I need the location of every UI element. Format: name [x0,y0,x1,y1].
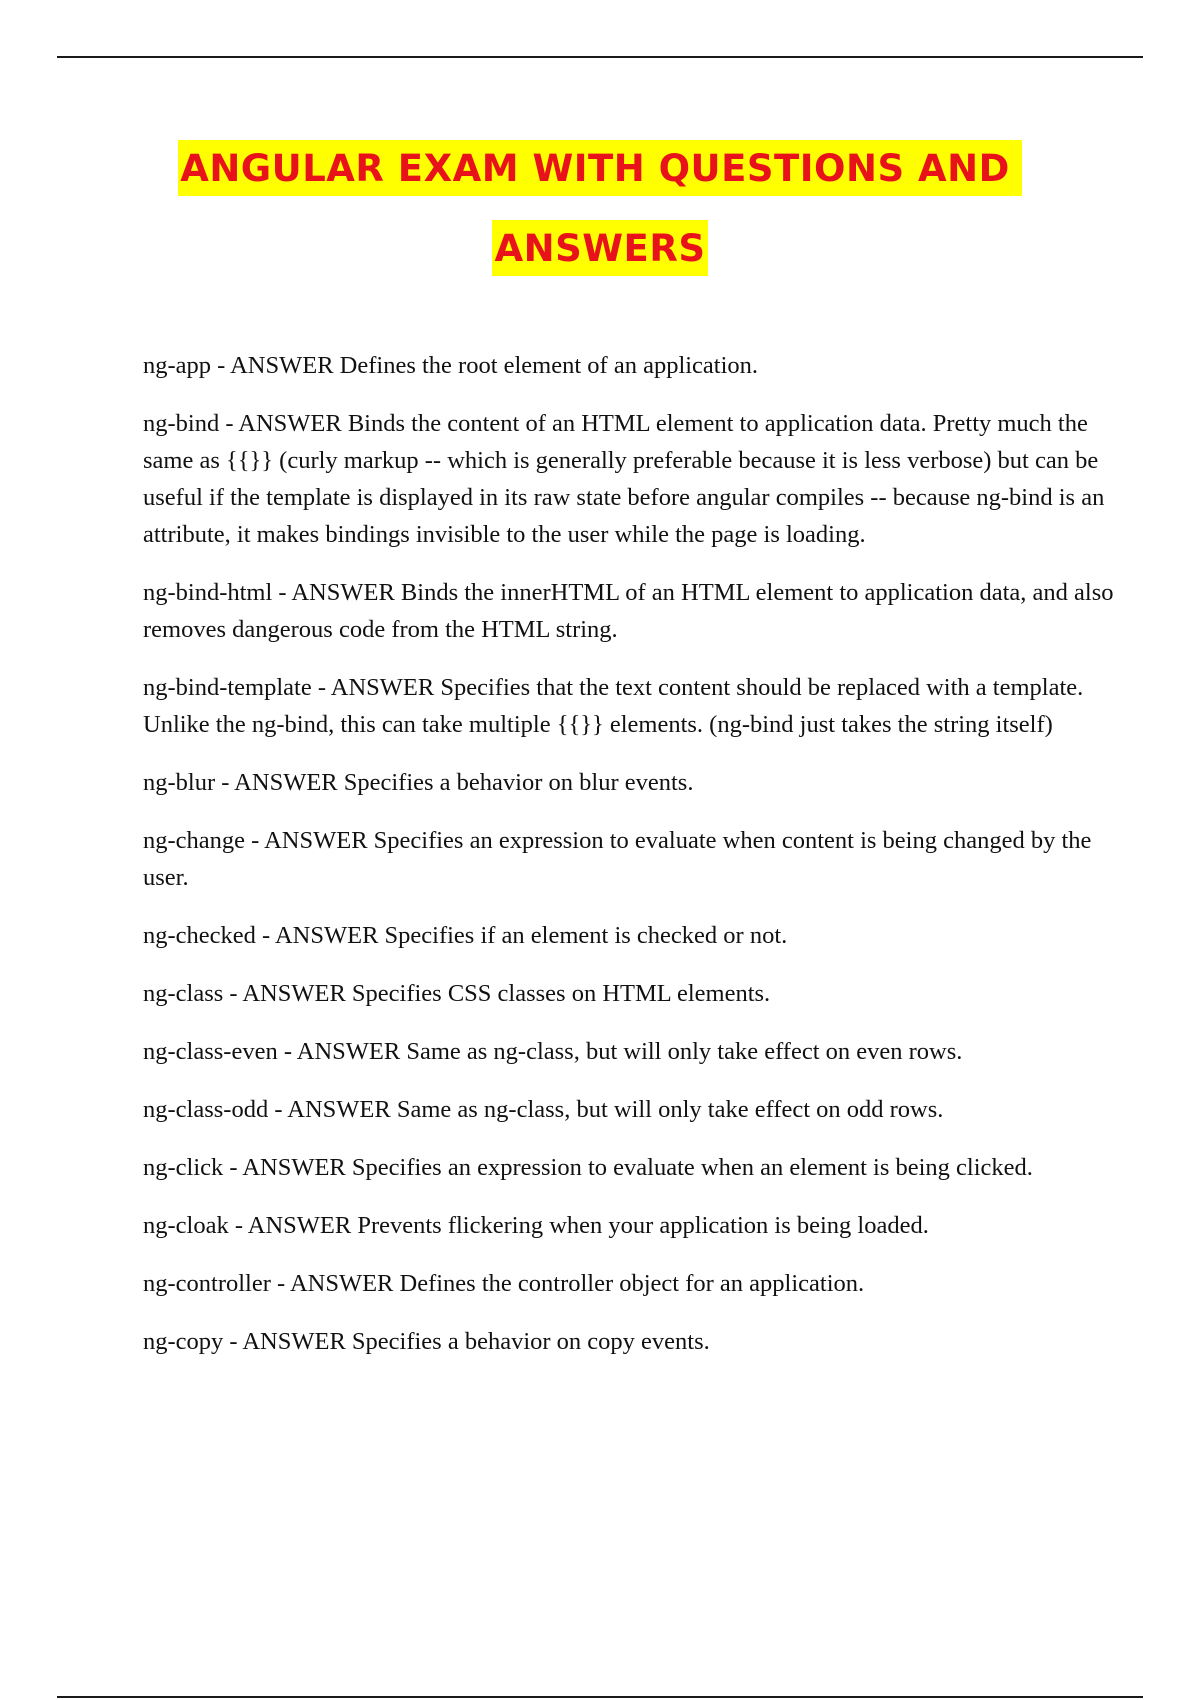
qa-entry-ng-cloak: ng-cloak - ANSWER Prevents flickering when your application is being loaded. [143,1212,929,1239]
qa-entry-ng-change: ng-change - ANSWER Specifies an expression to evaluate when content is being changed by the user. [143,827,1092,891]
qa-entry-ng-class: ng-class - ANSWER Specifies CSS classes on HTML elements. [143,980,771,1007]
qa-entry-ng-click: ng-click - ANSWER Specifies an expression to evaluate when an element is being clicked. [143,1154,1033,1181]
qa-entry-ng-class-odd: ng-class-odd - ANSWER Same as ng-class, but will only take effect on odd rows. [143,1096,944,1123]
qa-entry-ng-bind-html: ng-bind-html - ANSWER Binds the innerHTML of an HTML element to application data, and also removes dangerous code from the HTML string. [143,579,1114,643]
qa-entry-ng-bind: ng-bind - ANSWER Binds the content of an HTML element to application data. Pretty much the same as {{}} (curly markup -- which is generally preferable because it is less verbose) but can be useful if the template is displayed in its raw state before angular compiles -- because ng-bind is an attribute, it makes bindings invisible to the user while the page is loading. [143,410,1105,548]
title-line-2: ANSWERS [492,220,709,276]
qa-entry-ng-checked: ng-checked - ANSWER Specifies if an element is checked or not. [143,922,788,949]
qa-list [143,347,1143,1381]
qa-entry-ng-class-even: ng-class-even - ANSWER Same as ng-class, but will only take effect on even rows. [143,1038,963,1065]
document-title [0,140,1200,290]
qa-entry-ng-copy: ng-copy - ANSWER Specifies a behavior on copy events. [143,1328,710,1355]
footer-divider [57,1696,1143,1698]
title-line-1: ANGULAR EXAM WITH QUESTIONS AND [178,140,1022,196]
qa-entry-ng-blur: ng-blur - ANSWER Specifies a behavior on blur events. [143,769,694,796]
qa-entry-ng-controller: ng-controller - ANSWER Defines the controller object for an application. [143,1270,865,1297]
qa-entry-ng-app: ng-app - ANSWER Defines the root element of an application. [143,352,759,379]
qa-entry-ng-bind-template: ng-bind-template - ANSWER Specifies that the text content should be replaced with a template. Unlike the ng-bind, this can take multiple {{}} elements. (ng-bind just takes the string itself) [143,674,1084,738]
header-divider [57,56,1143,58]
